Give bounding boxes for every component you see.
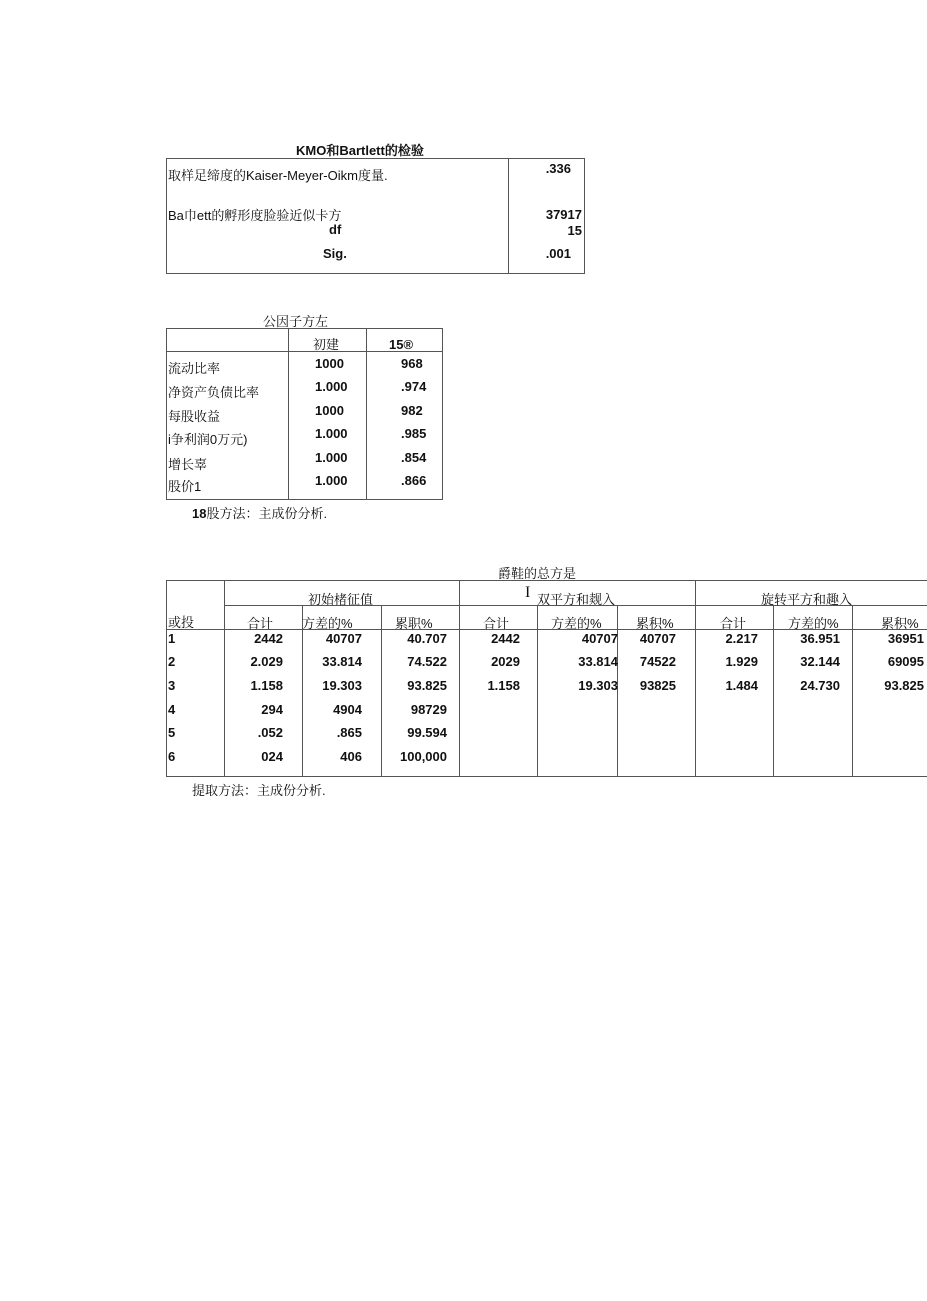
variance-cell: 1.929 — [725, 654, 758, 669]
variance-cell: 1.158 — [487, 678, 520, 693]
comm-row-label: 股价1 — [168, 479, 202, 494]
variance-cell: 74.522 — [407, 654, 447, 669]
variance-cell: .052 — [257, 725, 283, 740]
kmo-row-label: 取样足缔度的Kaiser-Meyer-Oikm度量. — [168, 168, 388, 183]
variance-cell: 1.158 — [250, 678, 283, 693]
variance-cell: 024 — [261, 749, 283, 764]
variance-cell: 33.814 — [322, 654, 362, 669]
sub-header: 方差的% — [551, 616, 602, 631]
variance-cell: 33.814 — [578, 654, 618, 669]
variance-cell: 40707 — [325, 631, 362, 646]
group-extraction: 双平方和觌入 — [537, 592, 616, 607]
variance-cell: 93.825 — [884, 678, 924, 693]
sub-header: 合计 — [720, 616, 747, 631]
component-number: 5 — [168, 725, 176, 740]
variance-cell: 100,000 — [400, 749, 447, 764]
sub-header: 合计 — [483, 616, 510, 631]
comm-row-extract: .854 — [401, 450, 427, 465]
variance-cell: 40707 — [639, 631, 676, 646]
variance-cell: 2.217 — [725, 631, 758, 646]
comm-row-label: 每股收益 — [168, 409, 221, 424]
variance-cell: 24.730 — [800, 678, 840, 693]
bartlett-sig-value: .001 — [545, 246, 571, 261]
comm-row-initial: 1000 — [315, 356, 344, 371]
variance-cell: 2442 — [491, 631, 520, 646]
kmo-row-value: .336 — [545, 161, 571, 176]
variance-table — [166, 580, 927, 777]
component-number: 1 — [168, 631, 176, 646]
component-number: 3 — [168, 678, 176, 693]
comm-row-initial: 1.000 — [315, 473, 348, 488]
comm-row-extract: .985 — [401, 426, 427, 441]
variance-cell: 69095 — [887, 654, 924, 669]
variance-cell: .865 — [336, 725, 362, 740]
bartlett-chi-value: 37917 — [545, 207, 582, 222]
component-number: 2 — [168, 654, 176, 669]
cursor-marker: I — [525, 584, 531, 601]
variance-cell: 32.144 — [800, 654, 840, 669]
component-number: 6 — [168, 749, 176, 764]
comm-row-initial: 1000 — [315, 403, 344, 418]
col-extract-header: 15® — [389, 337, 414, 352]
comm-row-label: 流动比率 — [168, 361, 221, 376]
comm-row-initial: 1.000 — [315, 379, 348, 394]
sub-header: 方差的% — [788, 616, 839, 631]
variance-cell: 74522 — [639, 654, 676, 669]
sub-header: 累职% — [395, 616, 433, 631]
variance-cell: 2.029 — [250, 654, 283, 669]
bartlett-sig-label: Sig. — [323, 246, 347, 261]
comm-row-extract: 982 — [401, 403, 423, 418]
variance-cell: 406 — [340, 749, 362, 764]
variance-footnote: 提取方法：主成份分析. — [192, 783, 326, 798]
group-rotation: 旋转平方和趣入 — [761, 592, 853, 607]
variance-cell: 2442 — [254, 631, 283, 646]
communalities-table — [166, 328, 443, 500]
comm-row-extract: .974 — [401, 379, 427, 394]
comm-row-label: 净资产负债比率 — [168, 385, 260, 400]
variance-title: 爵鞋的总方是 — [498, 566, 577, 581]
sub-header: 合计 — [247, 616, 274, 631]
variance-cell: 36951 — [887, 631, 924, 646]
variance-cell: 36.951 — [800, 631, 840, 646]
bartlett-df-label: df — [329, 222, 342, 237]
comm-row-label: 增长辜 — [168, 457, 208, 472]
sub-header: 累积% — [881, 616, 919, 631]
variance-cell: 40.707 — [407, 631, 447, 646]
variance-cell: 93825 — [639, 678, 676, 693]
communalities-title: 公因子方左 — [263, 314, 329, 329]
variance-cell: 98729 — [410, 702, 447, 717]
component-header: 或投 — [168, 615, 195, 630]
comm-row-extract: 968 — [401, 356, 423, 371]
variance-cell: 2029 — [491, 654, 520, 669]
comm-row-initial: 1.000 — [315, 426, 348, 441]
communalities-footnote — [192, 503, 327, 522]
bartlett-df-value: 15 — [567, 223, 582, 238]
component-number: 4 — [168, 702, 176, 717]
variance-cell: 99.594 — [407, 725, 447, 740]
group-initial-eigen: 初始楮征值 — [308, 592, 374, 607]
kmo-title: KMO和Bartlett的检验 — [296, 143, 424, 158]
variance-cell: 40707 — [581, 631, 618, 646]
bartlett-chi-label: Ba巾ett的孵形度脸验近似卡方 — [168, 208, 342, 223]
kmo-table — [166, 158, 585, 274]
comm-row-label: i争利润0万元) — [168, 432, 248, 447]
variance-cell: 19.303 — [322, 678, 362, 693]
comm-row-initial: 1.000 — [315, 450, 348, 465]
footnote-text: 股方法：主成份分析. — [206, 506, 328, 521]
comm-row-extract: .866 — [401, 473, 427, 488]
col-initial-header: 初建 — [313, 337, 340, 352]
sub-header: 累积% — [636, 616, 674, 631]
footnote-number: 18 — [192, 506, 207, 521]
sub-header: 方差的% — [302, 616, 353, 631]
variance-cell: 93.825 — [407, 678, 447, 693]
kmo-divider — [508, 159, 509, 273]
variance-cell: 294 — [261, 702, 283, 717]
variance-cell: 1.484 — [725, 678, 758, 693]
variance-cell: 19.303 — [578, 678, 618, 693]
variance-cell: 4904 — [333, 702, 362, 717]
